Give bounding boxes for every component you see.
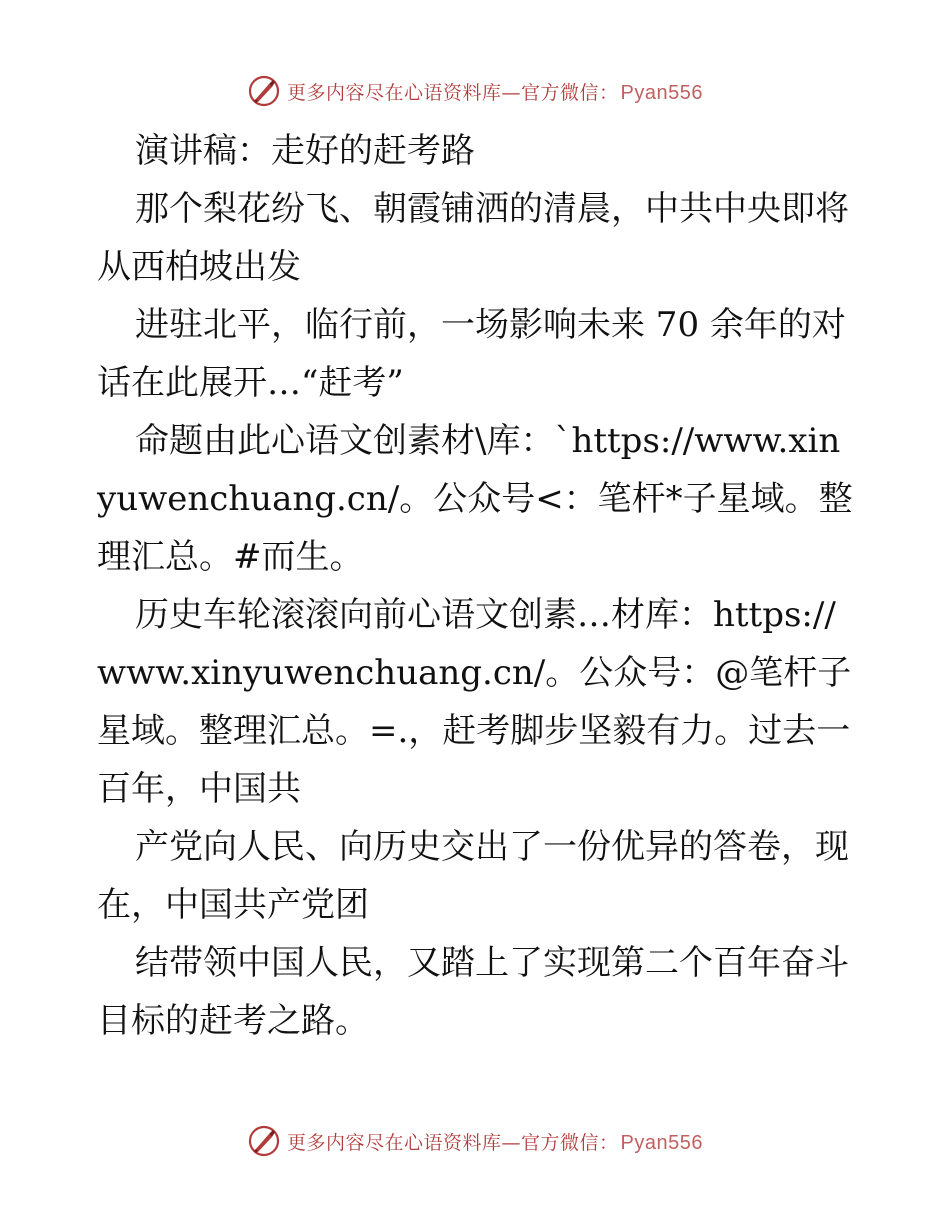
paragraph: 命题由此心语文创素材\库：`https://www.xinyuwenchuang.cn/。公众号<：笔杆*子星域。整理汇总。#而生。 <box>97 421 853 577</box>
watermark-text: 更多内容尽在心语资料库—官方微信： Pyan556 <box>287 1131 703 1154</box>
watermark-text: 更多内容尽在心语资料库—官方微信： Pyan556 <box>287 81 703 104</box>
watermark-wechat-id: Pyan556 <box>620 1131 703 1154</box>
pen-logo-icon <box>247 1124 281 1158</box>
pen-logo-icon <box>247 74 281 108</box>
watermark-wechat-id: Pyan556 <box>620 81 703 104</box>
paragraph: 进驻北平，临行前，一场影响未来 70 余年的对话在此展开…“赶考” <box>97 305 846 403</box>
document-body <box>97 122 855 1050</box>
paragraph: 历史车轮滚滚向前心语文创素…材库：https://www.xinyuwenchuang.cn/。公众号：@笔杆子星域。整理汇总。=.，赶考脚步坚毅有力。过去一百年，中国共 <box>97 595 852 809</box>
paragraph: 那个梨花纷飞、朝霞铺洒的清晨，中共中央即将从西柏坡出发 <box>97 189 849 287</box>
paragraph: 产党向人民、向历史交出了一份优异的答卷，现在，中国共产党团 <box>97 827 849 925</box>
footer-watermark <box>0 1124 950 1158</box>
paragraph-title: 演讲稿：走好的赶考路 <box>135 131 475 171</box>
header-watermark <box>0 74 950 108</box>
paragraph: 结带领中国人民，又踏上了实现第二个百年奋斗目标的赶考之路。 <box>97 943 849 1041</box>
